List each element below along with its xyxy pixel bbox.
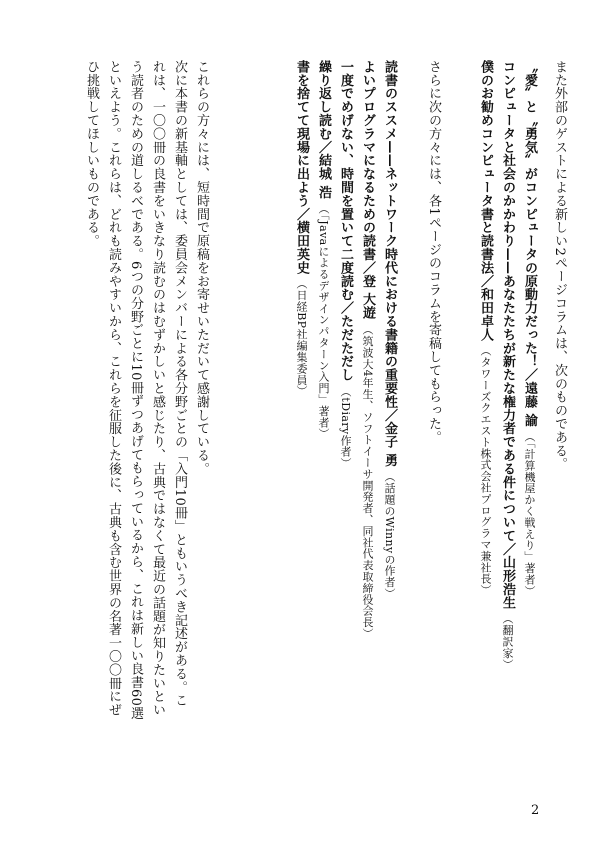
guest-column-entry (474, 60, 496, 596)
contributor-column-entry (312, 60, 334, 439)
contributor-column-title: 書を捨てて現場に出よう／横田英史 (294, 60, 309, 275)
guest-column-entry (518, 60, 540, 596)
guest-column-note: （翻訳家） (501, 613, 514, 671)
contributor-column-note: （「Javaによるデザインパターン入門」著者） (317, 202, 330, 440)
contributor-column-note: （tDiary作者） (339, 385, 352, 469)
guest-column-title: コンピュータと社会のかかわり——あなたたちが新たな権力者である件について／山形浩生 (500, 60, 515, 610)
contributor-column-entry (356, 60, 378, 639)
intro-paragraph: また外部のゲストによる新しい2ページコラムは、次のものである。 (552, 60, 567, 471)
contributors-intro-paragraph: さらに次の方々には、各1ページのコラムを寄稿してもらった。 (426, 60, 441, 444)
contributor-column-entry (378, 60, 400, 599)
contributor-column-title: 繰り返し読む／結城 浩 (316, 60, 331, 199)
guest-column-note: （タワーズクエスト株式会社プログラマ兼社長） (479, 345, 492, 597)
closing-paragraph-line: 次に本書の新基軸としては、委員会メンバーによる各分野ごとの「入門10冊」ともいうべき記述がある。こ (172, 60, 187, 708)
guest-column-title: 〝愛〟と〝勇気〟がコンピュータの原動力だった！／遠藤 諭 (522, 60, 537, 427)
contributor-column-title: 読書のススメ——ネットワーク時代における書籍の重要性／金子 勇 (382, 60, 397, 467)
guest-column-note: （「計算機屋かく戦えり」著者） (523, 430, 536, 597)
contributor-column-entry (290, 60, 312, 397)
contributor-column-entry (334, 60, 356, 468)
contributor-column-title: 一度でめげない、時間を置いて二度読む／ただただし (338, 60, 353, 382)
contributor-column-note: （日経BP社編集委員） (295, 278, 308, 398)
closing-paragraph-line: といえよう。これらは、どれも読みやすいから、これらを征服した後に、古典も含む世界の名著一〇〇冊にぜ (106, 60, 121, 717)
closing-paragraph-line: ひ挑戦してほしいものである。 (84, 60, 99, 248)
closing-paragraph-line: れは、一〇〇冊の良書をいきなり読むのはむずかしいと感じたり、古典ではなくて最近の話題が知りたいとい (150, 60, 165, 717)
guest-column-entry (496, 60, 518, 670)
guest-column-title: 僕のお勧めコンピュータ書と読書法／和田卓人 (478, 60, 493, 342)
contributor-column-note: （話題のWinnyの作者） (383, 470, 396, 600)
page-number: 2 (531, 803, 540, 818)
contributor-column-note: （筑波大4年生、ソフトイーサ開発者、同社代表取締役会長） (361, 323, 374, 639)
closing-paragraph-line: これらの方々には、短時間で原稿をお寄せいただいて感謝している。 (194, 60, 209, 476)
contributor-column-title: よいプログラマになるための読書／登 大遊 (360, 60, 375, 320)
closing-paragraph-line: う読者のための道しるべである。6つの分野ごとに10冊ずつあげてもらっているから、これは新しい良書60選 (128, 60, 143, 720)
